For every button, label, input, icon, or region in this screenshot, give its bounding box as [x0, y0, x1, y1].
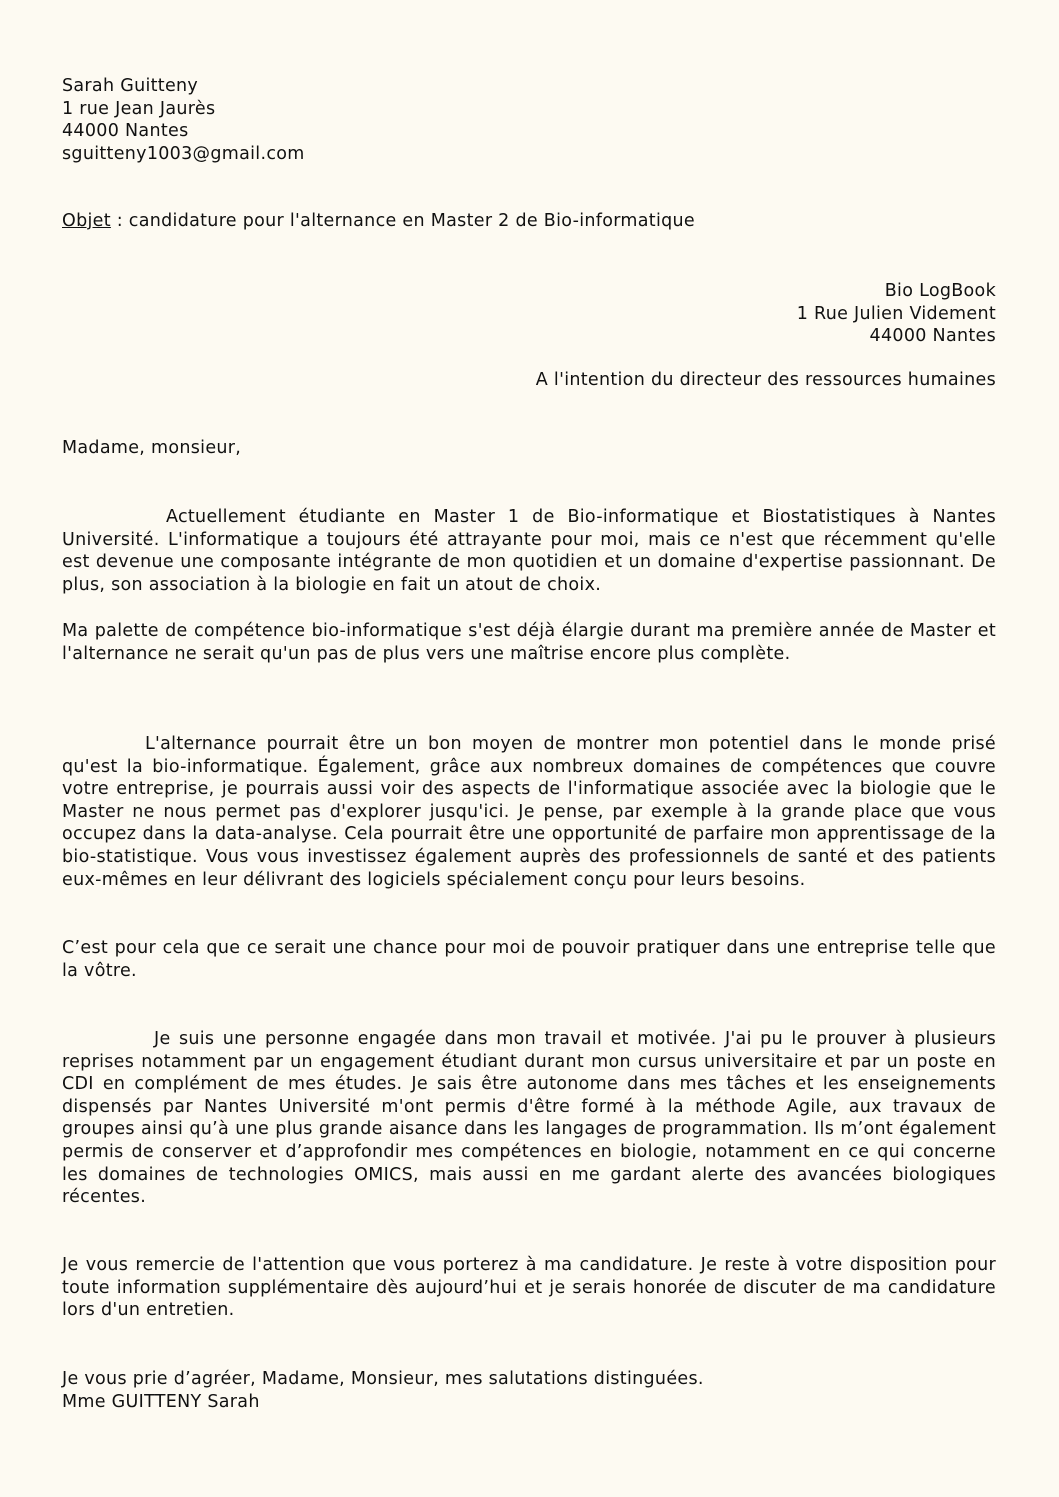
body-paragraph-1: Actuellement étudiante en Master 1 de Bio-informatique et Biostatistiques à Nantes Université. L'informatique a toujours été attrayante pour moi, mais ce n'est que récemment qu'elle est devenue une composante intégrante de mon quotidien et un domaine d'expertise passionnant. De plus, son association à la biologie en fait un atout de choix.: [62, 507, 996, 595]
closing-block: [62, 1368, 704, 1413]
body-paragraph-2b: C’est pour cela que ce serait une chance pour moi de pouvoir pratiquer dans une entreprise telle que la vôtre.: [62, 938, 996, 981]
sender-street: 1 rue Jean Jaurès: [62, 98, 216, 119]
recipient-city: 44000 Nantes: [869, 326, 996, 347]
subject-label: Objet: [62, 211, 111, 231]
greeting: Madame, monsieur,: [62, 438, 242, 458]
attention-line: A l'intention du directeur des ressources humaines: [535, 370, 996, 390]
body-paragraph-3: Je suis une personne engagée dans mon travail et motivée. J'ai pu le prouver à plusieurs reprises notamment par un engagement étudiant durant mon cursus universitaire et par un poste en CDI en complément de mes études. Je sais être autonome dans mes tâches et les enseignements dispensés par Nantes Université m'ont permis d'être formé à la méthode Agile, aux travaux de groupes ainsi qu’à une plus grande aisance dans les langages de programmation. Ils m’ont également permis de conserver et d’approfondir mes compétences en biologie, notamment en ce qui concerne les domaines de technologies OMICS, mais aussi en me gardant alerte des avancées biologiques récentes.: [62, 1029, 996, 1208]
recipient-block: [797, 280, 996, 348]
recipient-company: Bio LogBook: [884, 281, 996, 301]
sender-name: Sarah Guitteny: [62, 76, 199, 96]
subject-line: [62, 210, 695, 233]
body-paragraph-1b: Ma palette de compétence bio-informatique s'est déjà élargie durant ma première année de Master et l'alternance ne serait qu'un pas de plus vers une maîtrise encore plus complète.: [62, 621, 996, 664]
body-paragraph-4: Je vous remercie de l'attention que vous porterez à ma candidature. Je reste à votre disposition pour toute information supplémentaire dès aujourd’hui et je serais honorée de discuter de ma candidature lors d'un entretien.: [62, 1255, 996, 1321]
sender-email: sguitteny1003@gmail.com: [62, 143, 305, 164]
signature: Mme GUITTENY Sarah: [62, 1391, 260, 1412]
body-paragraph-2: L'alternance pourrait être un bon moyen de montrer mon potentiel dans le monde prisé qu'est la bio-informatique. Également, grâce aux nombreux domaines de compétences que couvre votre entreprise, je pourrais aussi voir des aspects de l'informatique associée avec la biologie que le Master ne nous permet pas d'explorer jusqu'ici. Je pense, par exemple à la grande place que vous occupez dans la data-analyse. Cela pourrait être une opportunité de parfaire mon apprentissage de la bio-statistique. Vous vous investissez également auprès des professionnels de santé et des patients eux-mêmes en leur délivrant des logiciels spécialement conçu pour leurs besoins.: [62, 734, 996, 890]
sender-block: [62, 75, 305, 165]
sender-city: 44000 Nantes: [62, 121, 189, 142]
recipient-street: 1 Rue Julien Videment: [796, 303, 996, 324]
closing-salutation: Je vous prie d’agréer, Madame, Monsieur, mes salutations distinguées.: [62, 1369, 704, 1389]
subject-text: : candidature pour l'alternance en Master 2 de Bio-informatique: [110, 211, 695, 231]
